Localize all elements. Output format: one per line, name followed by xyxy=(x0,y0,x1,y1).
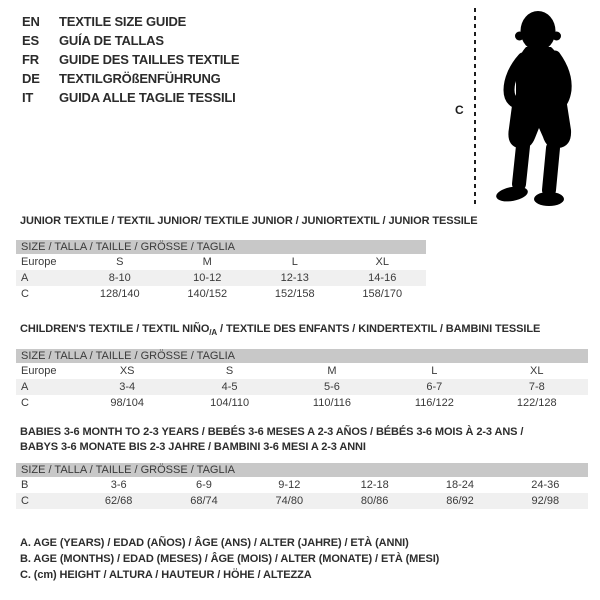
size-cell: 62/68 xyxy=(76,493,161,509)
column-header-cell: M xyxy=(327,365,337,377)
size-cell: 140/152 xyxy=(187,288,228,300)
column-header-cell: XL xyxy=(530,365,544,377)
size-header-cell: SIZE / TALLA / TAILLE / GRÖSSE / TAGLIA xyxy=(16,240,426,254)
table-header-row xyxy=(16,463,588,477)
language-row-it xyxy=(22,88,239,107)
size-cell: 12-18 xyxy=(360,479,389,491)
size-cell: 8-10 xyxy=(76,270,164,286)
size-cell: 3-6 xyxy=(110,479,127,491)
table-row-a xyxy=(16,379,588,395)
size-cell: 6-9 xyxy=(196,479,212,491)
region-label-cell: Europe xyxy=(21,256,57,268)
section-title-babies xyxy=(20,425,523,455)
babies-size-table xyxy=(16,463,588,509)
legend-line-c: C. (cm) HEIGHT / ALTURA / HAUTEUR / HÖHE / ALTEZZA xyxy=(20,569,312,581)
column-header-row xyxy=(16,254,426,270)
language-header xyxy=(22,12,239,107)
table-header-row xyxy=(16,349,588,363)
size-cell: 152/158 xyxy=(274,288,315,300)
toddler-silhouette-icon xyxy=(486,6,594,208)
language-code-de: DE xyxy=(22,71,40,86)
children-size-table xyxy=(16,349,588,411)
column-header-cell: XL xyxy=(375,256,389,268)
language-row-de xyxy=(22,69,239,88)
size-cell: 128/140 xyxy=(99,288,140,300)
size-cell: 158/170 xyxy=(362,288,403,300)
measure-legend xyxy=(20,535,439,583)
size-cell: 14-16 xyxy=(339,270,427,286)
size-cell: 74/80 xyxy=(247,493,332,509)
language-row-fr xyxy=(22,50,239,69)
size-cell: 10-12 xyxy=(164,270,252,286)
region-label-cell: Europe xyxy=(21,365,57,377)
column-header-row xyxy=(16,363,588,379)
column-header-cell: S xyxy=(225,365,234,377)
size-cell: 122/128 xyxy=(516,397,557,409)
language-title-es: GUÍA DE TALLAS xyxy=(59,33,164,48)
section-title-babies-line2: BABYS 3-6 MONATE BIS 2-3 JAHRE / BAMBINI 3-6 MESI A 2-3 ANNI xyxy=(20,441,366,453)
row-label-cell: B xyxy=(21,479,29,491)
column-header-cell: XS xyxy=(119,365,135,377)
row-label-cell: C xyxy=(21,397,29,409)
section-title-children-post: / TEXTILE DES ENFANTS / KINDERTEXTIL / BAMBINI TESSILE xyxy=(217,323,541,335)
size-cell: 80/86 xyxy=(332,493,417,509)
language-code-en: EN xyxy=(22,14,40,29)
language-row-es xyxy=(22,31,239,50)
table-header-row xyxy=(16,240,426,254)
legend-line-a: A. AGE (YEARS) / EDAD (AÑOS) / ÂGE (ANS) / ALTER (JAHRE) / ETÀ (ANNI) xyxy=(20,537,409,549)
language-title-it: GUIDA ALLE TAGLIE TESSILI xyxy=(59,90,236,105)
language-title-de: TEXTILGRÖßENFÜHRUNG xyxy=(59,71,221,86)
size-cell: 12-13 xyxy=(251,270,339,286)
section-title-children-sub: /A xyxy=(209,328,218,338)
row-label-cell: C xyxy=(16,493,76,509)
size-cell: 6-7 xyxy=(383,379,485,395)
column-header-cell: L xyxy=(291,256,298,268)
junior-size-table xyxy=(16,240,426,302)
size-cell: 7-8 xyxy=(486,379,588,395)
language-code-it: IT xyxy=(22,90,34,105)
table-row-c xyxy=(16,395,588,411)
column-header-cell: M xyxy=(202,256,212,268)
height-measure-label: C xyxy=(455,103,464,117)
size-cell: 92/98 xyxy=(503,493,588,509)
size-cell: 68/74 xyxy=(161,493,246,509)
section-title-children xyxy=(20,323,540,337)
table-row-a xyxy=(16,270,426,286)
size-cell: 86/92 xyxy=(417,493,502,509)
size-cell: 116/122 xyxy=(414,397,454,409)
row-label-cell: C xyxy=(21,288,29,300)
size-cell: 5-6 xyxy=(281,379,383,395)
size-cell: 24-36 xyxy=(531,479,560,491)
language-code-fr: FR xyxy=(22,52,39,67)
size-cell: 18-24 xyxy=(445,479,475,491)
table-row-c xyxy=(16,286,426,302)
language-title-fr: GUIDE DES TAILLES TEXTILE xyxy=(59,52,240,67)
row-label-cell: A xyxy=(16,270,76,286)
size-cell: 9-12 xyxy=(278,479,301,491)
section-title-junior: JUNIOR TEXTILE / TEXTIL JUNIOR/ TEXTILE JUNIOR / JUNIORTEXTIL / JUNIOR TESSILE xyxy=(20,215,478,227)
size-cell: 110/116 xyxy=(312,397,352,409)
language-row-en xyxy=(22,12,239,31)
size-cell: 98/104 xyxy=(110,397,145,409)
language-code-es: ES xyxy=(22,33,39,48)
table-row-c xyxy=(16,493,588,509)
legend-line-b: B. AGE (MONTHS) / EDAD (MESES) / ÂGE (MOIS) / ALTER (MONATE) / ETÀ (MESI) xyxy=(20,553,440,565)
size-cell: 3-4 xyxy=(76,379,178,395)
column-header-cell: S xyxy=(116,256,124,268)
size-header-cell: SIZE / TALLA / TAILLE / GRÖSSE / TAGLIA xyxy=(16,349,588,363)
column-header-cell: L xyxy=(431,365,438,377)
size-cell: 104/110 xyxy=(210,397,250,409)
row-label-cell: A xyxy=(16,379,76,395)
section-title-babies-line1: BABIES 3-6 MONTH TO 2-3 YEARS / BEBÉS 3-6 MESES A 2-3 AÑOS / BÉBÉS 3-6 MOIS À 2-3 ANS / xyxy=(20,426,524,438)
language-title-en: TEXTILE SIZE GUIDE xyxy=(59,14,187,29)
size-cell: 4-5 xyxy=(178,379,280,395)
size-header-cell: SIZE / TALLA / TAILLE / GRÖSSE / TAGLIA xyxy=(16,463,588,477)
height-measure-dashed-line xyxy=(474,8,476,206)
section-title-children-pre: CHILDREN'S TEXTILE / TEXTIL NIÑO xyxy=(20,323,210,335)
table-row-b xyxy=(16,477,588,493)
